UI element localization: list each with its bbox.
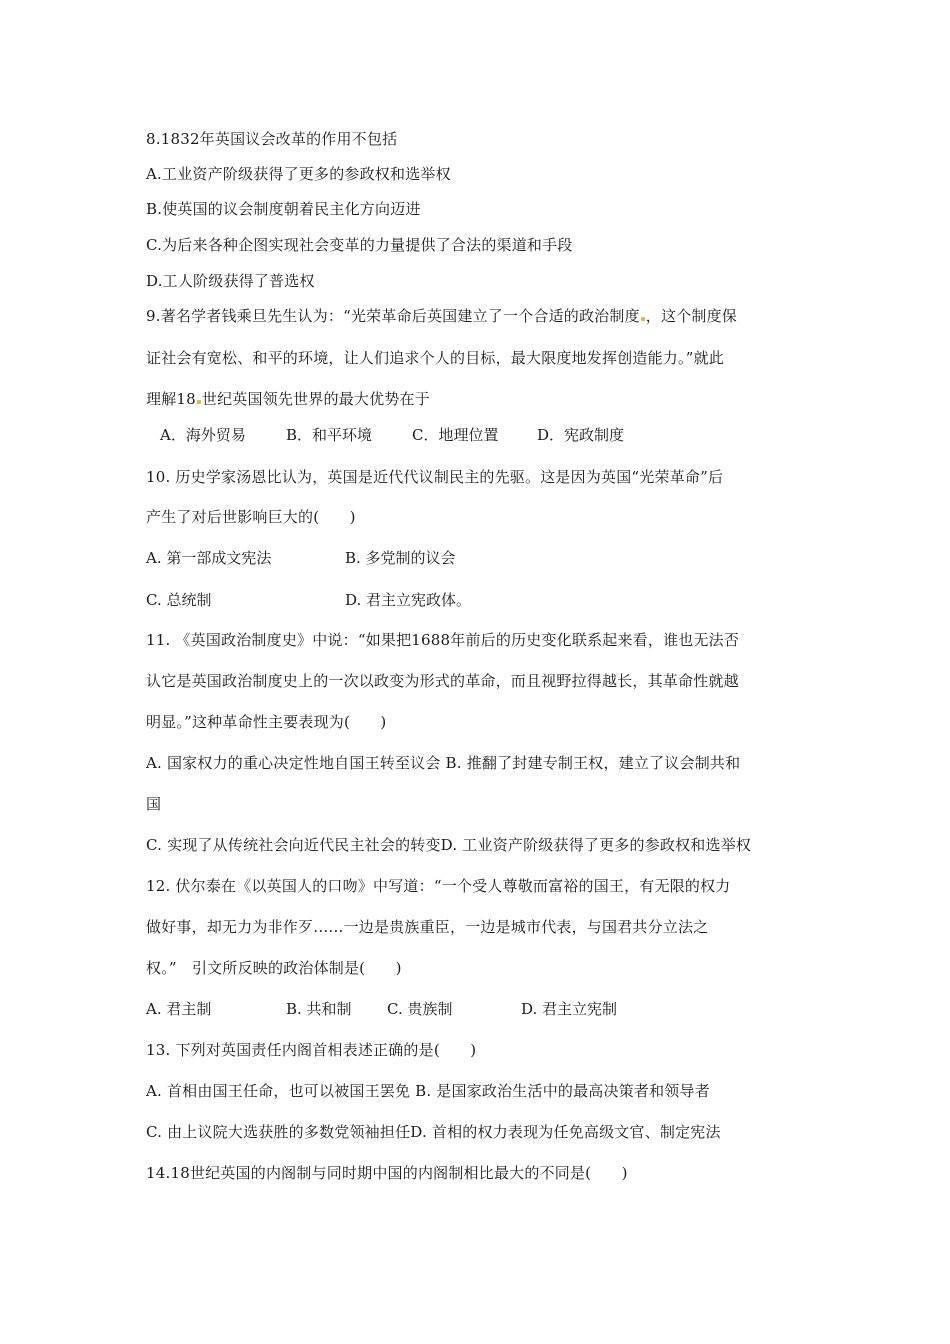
q9-stem-line-1	[146, 306, 737, 326]
highlight-mark	[197, 400, 201, 404]
q12-option-b: B. 共和制	[286, 1000, 352, 1018]
q10-stem-line-1: 10. 历史学家汤恩比认为，英国是近代代议制民主的先驱。这是因为英国“光荣革命”后	[146, 468, 724, 486]
q12-option-d: D. 君主立宪制	[521, 1000, 618, 1018]
q13-options-line-1: A. 首相由国王任命，也可以被国王罢免 B. 是国家政治生活中的最高决策者和领导者	[146, 1082, 710, 1100]
q9-stem-line-3-text-b: 世纪英国领先世界的最大优势在于	[201, 390, 430, 408]
q8-option-c: C.为后来各种企图实现社会变革的力量提供了合法的渠道和手段	[146, 236, 573, 254]
q9-option-b: B．和平环境	[286, 426, 373, 444]
q11-options-line-3: C. 实现了从传统社会向近代民主社会的转变D. 工业资产阶级获得了更多的参政权和选举权	[146, 836, 752, 854]
highlight-mark	[641, 317, 645, 321]
q9-stem-line-3	[146, 389, 430, 409]
q14-stem: 14.18世纪英国的内阁制与同时期中国的内阁制相比最大的不同是( )	[146, 1164, 628, 1182]
q8-option-a: A.工业资产阶级获得了更多的参政权和选举权	[146, 165, 451, 183]
q9-option-a: A．海外贸易	[160, 426, 246, 444]
q13-options-line-2: C. 由上议院大选获胜的多数党领袖担任D. 首相的权力表现为任免高级文官、制定宪法	[146, 1123, 721, 1141]
q9-option-d: D．宪政制度	[537, 426, 625, 444]
q12-stem-line-2: 做好事，却无力为非作歹……一边是贵族重臣，一边是城市代表，与国君共分立法之	[146, 918, 709, 936]
q10-option-c: C. 总统制	[146, 591, 212, 609]
q12-stem-line-1: 12. 伏尔泰在《以英国人的口吻》中写道：“一个受人尊敬而富裕的国王，有无限的权力	[146, 877, 731, 895]
q11-stem-line-2: 认它是英国政治制度史上的一次以政变为形式的革命，而且视野拉得越长，其革命性就越	[146, 672, 739, 690]
q8-option-b: B.使英国的议会制度朝着民主化方向迈进	[146, 200, 421, 218]
q8-stem: 8.1832年英国议会改革的作用不包括	[146, 130, 398, 148]
q12-option-c: C. 贵族制	[387, 1000, 453, 1018]
q11-stem-line-3: 明显。”这种革命性主要表现为( )	[146, 713, 387, 731]
q12-stem-line-3: 权。” 引文所反映的政治体制是( )	[146, 959, 402, 977]
q11-options-line-1: A. 国家权力的重心决定性地自国王转至议会 B. 推翻了封建专制王权，建立了议会制共和	[146, 754, 741, 772]
q9-option-c: C．地理位置	[412, 426, 499, 444]
q10-option-a: A. 第一部成文宪法	[146, 549, 272, 567]
q9-stem-line-3-text-a: 理解18	[146, 390, 196, 408]
q9-stem-line-2: 证社会有宽松、和平的环境，让人们追求个人的目标，最大限度地发挥创造能力。”就此	[146, 349, 724, 367]
q11-stem-line-1: 11. 《英国政治制度史》中说：“如果把1688年前后的历史变化联系起来看，谁也无法否	[146, 631, 740, 649]
q9-stem-line-1-text-b: ，这个制度保	[645, 307, 737, 325]
q11-options-line-2: 国	[146, 795, 162, 813]
q9-stem-line-1-text-a: 9.著名学者钱乘旦先生认为：“光荣革命后英国建立了一个合适的政治制度	[146, 307, 640, 325]
q13-stem: 13. 下列对英国责任内阁首相表述正确的是( )	[146, 1041, 477, 1059]
q10-option-d: D. 君主立宪政体。	[345, 591, 472, 609]
q10-option-b: B. 多党制的议会	[345, 549, 456, 567]
q12-option-a: A. 君主制	[146, 1000, 212, 1018]
q8-option-d: D.工人阶级获得了普选权	[146, 272, 315, 290]
q10-stem-line-2: 产生了对后世影响巨大的( )	[146, 508, 356, 526]
